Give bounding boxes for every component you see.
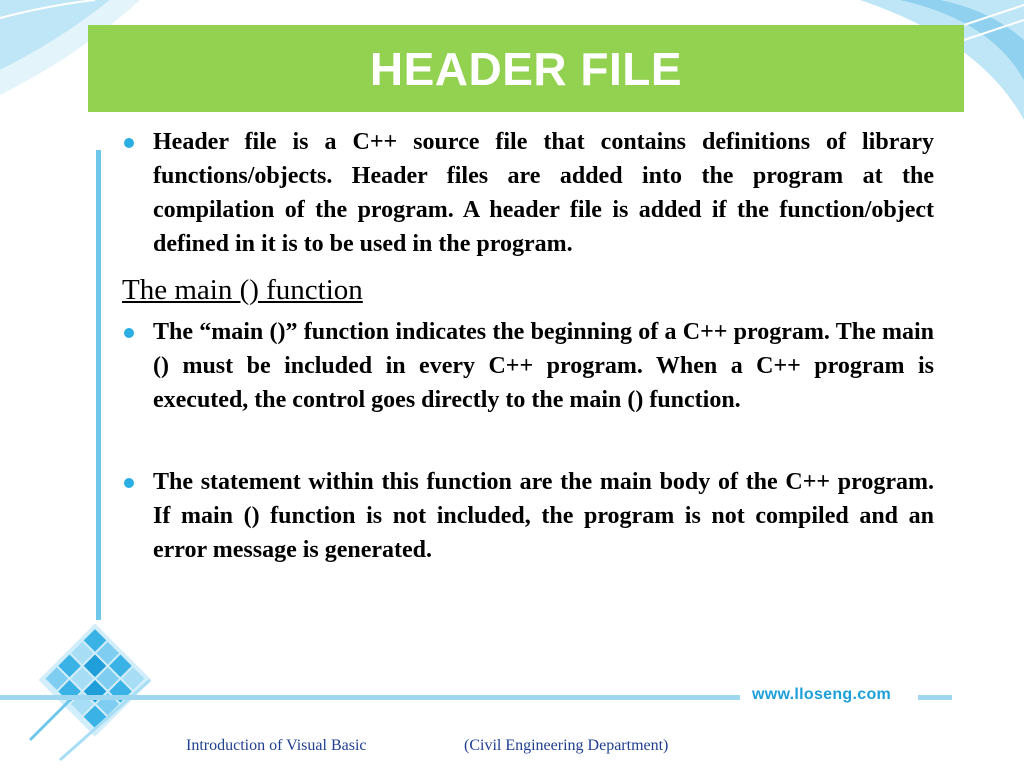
bullet-statement bbox=[122, 465, 934, 567]
title-bar bbox=[88, 25, 964, 112]
bullet-text: The “main ()” function indicates the beginning of a C++ program. The main () must be included in every C++ program. When a C++ program is executed, the control goes directly to the main () function. bbox=[153, 319, 934, 413]
bullet-dot-icon bbox=[124, 478, 134, 488]
section-heading: The main () function bbox=[122, 274, 363, 306]
footer-url: www.lloseng.com bbox=[752, 686, 892, 703]
bullet-text: The statement within this function are the main body of the C++ program. If main () function is not included, the program is not compiled and an error message is generated. bbox=[153, 469, 934, 563]
slide-content bbox=[122, 125, 934, 567]
footer-department: (Civil Engineering Department) bbox=[464, 737, 669, 754]
bullet-header-file bbox=[122, 125, 934, 261]
footer-divider-right bbox=[918, 695, 952, 700]
footer-divider bbox=[0, 695, 740, 700]
slide-title: HEADER FILE bbox=[369, 42, 683, 95]
bullet-dot-icon bbox=[124, 328, 134, 338]
footer-course: Introduction of Visual Basic bbox=[186, 737, 367, 754]
bullet-dot-icon bbox=[124, 138, 134, 148]
bullet-main-function bbox=[122, 315, 934, 417]
spacer bbox=[122, 417, 934, 465]
bullet-text: Header file is a C++ source file that contains definitions of library functions/objects. Header files are added into the program at the compilation of the program. A header file is added if the function/object defined in it is to be used in the program. bbox=[153, 129, 934, 257]
